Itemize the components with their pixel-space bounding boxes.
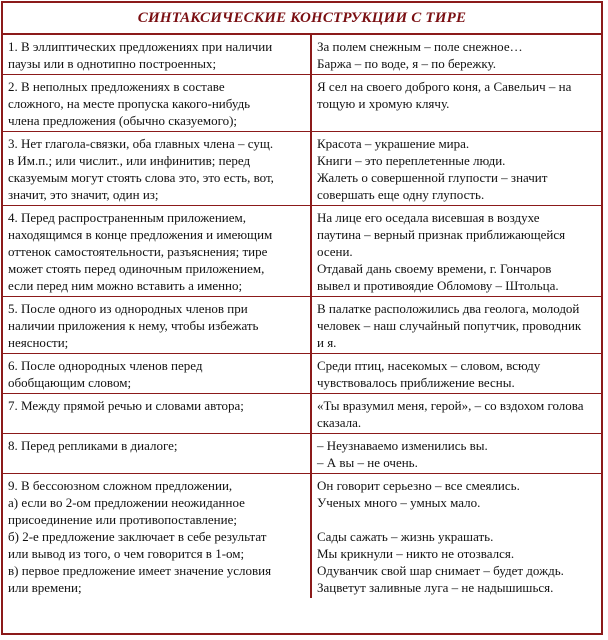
example-text-line: – А вы – не очень. — [317, 455, 418, 470]
example-text-line: Отдавай дань своему времени, г. Гончаров — [317, 261, 552, 276]
rule-text-line: оттенок самостоятельности, разъяснения; тире — [8, 244, 268, 259]
rule-cell — [3, 297, 311, 354]
rule-text-line: б) 2-е предложение заключает в себе результат — [8, 529, 267, 544]
example-text-line: В палатке расположились два геолога, молодой — [317, 301, 580, 316]
table-row — [3, 354, 601, 394]
table-row — [3, 132, 601, 206]
rule-text-line: 7. Между прямой речью и словами автора; — [8, 398, 244, 413]
example-text-line: осени. — [317, 244, 353, 259]
rule-text-line: члена предложения (обычно сказуемого); — [8, 113, 238, 128]
rule-text-line: или времени; — [8, 580, 82, 595]
rule-text-line: присоединение или противопоставление; — [8, 512, 237, 527]
example-text-line: совершать еще одну глупость. — [317, 187, 485, 202]
rule-text-line: обобщающим словом; — [8, 375, 132, 390]
table-row — [3, 206, 601, 297]
example-cell — [311, 75, 601, 132]
example-text-line: и я. — [317, 335, 337, 350]
rule-text-line: 2. В неполных предложениях в составе — [8, 79, 225, 94]
rule-text-line: может стоять перед одиночным приложением, — [8, 261, 265, 276]
table-row — [3, 434, 601, 474]
rule-cell — [3, 35, 311, 75]
table-title: СИНТАКСИЧЕСКИЕ КОНСТРУКЦИИ С ТИРЕ — [3, 3, 601, 35]
example-text-line: За полем снежным – поле снежное… — [317, 39, 523, 54]
rule-text-line: неясности; — [8, 335, 69, 350]
rule-text-line: 9. В бессоюзном сложном предложении, — [8, 478, 233, 493]
example-text-line: – Неузнаваемо изменились вы. — [317, 438, 488, 453]
example-text-line: Красота – украшение мира. — [317, 136, 470, 151]
rule-cell — [3, 474, 311, 599]
rules-table — [3, 35, 601, 598]
table-row — [3, 75, 601, 132]
example-text-line: Сады сажать – жизнь украшать. — [317, 529, 494, 544]
rule-text-line: наличии приложения к нему, чтобы избежать — [8, 318, 259, 333]
example-cell — [311, 354, 601, 394]
example-cell — [311, 297, 601, 354]
rule-text-line: 4. Перед распространенным приложением, — [8, 210, 246, 225]
example-cell — [311, 434, 601, 474]
example-text-line: Он говорит серьезно – все смеялись. — [317, 478, 520, 493]
example-text-line: Мы крикнули – никто не отозвался. — [317, 546, 515, 561]
example-text-line: Одуванчик свой шар снимает – будет дождь. — [317, 563, 564, 578]
example-text-line: Книги – это переплетенные люди. — [317, 153, 506, 168]
rule-text-line: значит, это значит, один из; — [8, 187, 159, 202]
example-text-line: чувствовалось приближение весны. — [317, 375, 515, 390]
rule-text-line: находящимся в конце предложения и имеющим — [8, 227, 273, 242]
table-row — [3, 474, 601, 599]
rule-text-line: если перед ним можно вставить а именно; — [8, 278, 243, 293]
rule-text-line: сказуемым могут стоять слова это, это есть, вот, — [8, 170, 274, 185]
rule-text-line: или вывод из того, о чем говорится в 1-ом; — [8, 546, 245, 561]
example-text-line — [317, 511, 595, 528]
rule-text-line: паузы или в однотипно построенных; — [8, 56, 217, 71]
rule-cell — [3, 206, 311, 297]
rule-text-line: 1. В эллиптических предложениях при наличии — [8, 39, 273, 54]
example-text-line: Жалеть о совершенной глупости – значит — [317, 170, 548, 185]
example-text-line: Я сел на своего доброго коня, а Савельич – на — [317, 79, 572, 94]
rule-text-line: в Им.п.; или числит., или инфинитив; перед — [8, 153, 251, 168]
example-text-line: вывел и противоядие Обломову – Штольца. — [317, 278, 559, 293]
example-cell — [311, 474, 601, 599]
example-text-line: Среди птиц, насекомых – словом, всюду — [317, 358, 541, 373]
example-cell — [311, 394, 601, 434]
example-text-line: Зацветут заливные луга – не надышишься. — [317, 580, 554, 595]
example-text-line: Ученых много – умных мало. — [317, 495, 481, 510]
rules-table-frame — [1, 1, 603, 635]
example-text-line: «Ты вразумил меня, герой», – со вздохом голова — [317, 398, 584, 413]
rule-cell — [3, 75, 311, 132]
rule-cell — [3, 434, 311, 474]
table-body — [3, 35, 601, 598]
example-cell — [311, 206, 601, 297]
rule-text-line: в) первое предложение имеет значение условия — [8, 563, 272, 578]
example-text-line: человек – наш случайный попутчик, проводник — [317, 318, 582, 333]
example-text-line: На лице его оседала висевшая в воздухе — [317, 210, 540, 225]
rule-text-line: 3. Нет глагола-связки, оба главных члена – сущ. — [8, 136, 274, 151]
example-text-line: Баржа – по воде, я – по бережку. — [317, 56, 496, 71]
rule-text-line: а) если во 2-ом предложении неожиданное — [8, 495, 245, 510]
rule-cell — [3, 354, 311, 394]
rule-text-line: 8. Перед репликами в диалоге; — [8, 438, 178, 453]
rule-cell — [3, 132, 311, 206]
example-cell — [311, 132, 601, 206]
table-row — [3, 394, 601, 434]
rule-text-line: 6. После однородных членов перед — [8, 358, 203, 373]
table-row — [3, 297, 601, 354]
example-text-line: паутина – верный признак приближающейся — [317, 227, 566, 242]
example-text-line: тощую и хромую клячу. — [317, 96, 450, 111]
rule-text-line: сложного, на месте пропуска какого-нибудь — [8, 96, 251, 111]
rule-cell — [3, 394, 311, 434]
example-text-line: сказала. — [317, 415, 362, 430]
rule-text-line: 5. После одного из однородных членов при — [8, 301, 248, 316]
table-row — [3, 35, 601, 75]
example-cell — [311, 35, 601, 75]
